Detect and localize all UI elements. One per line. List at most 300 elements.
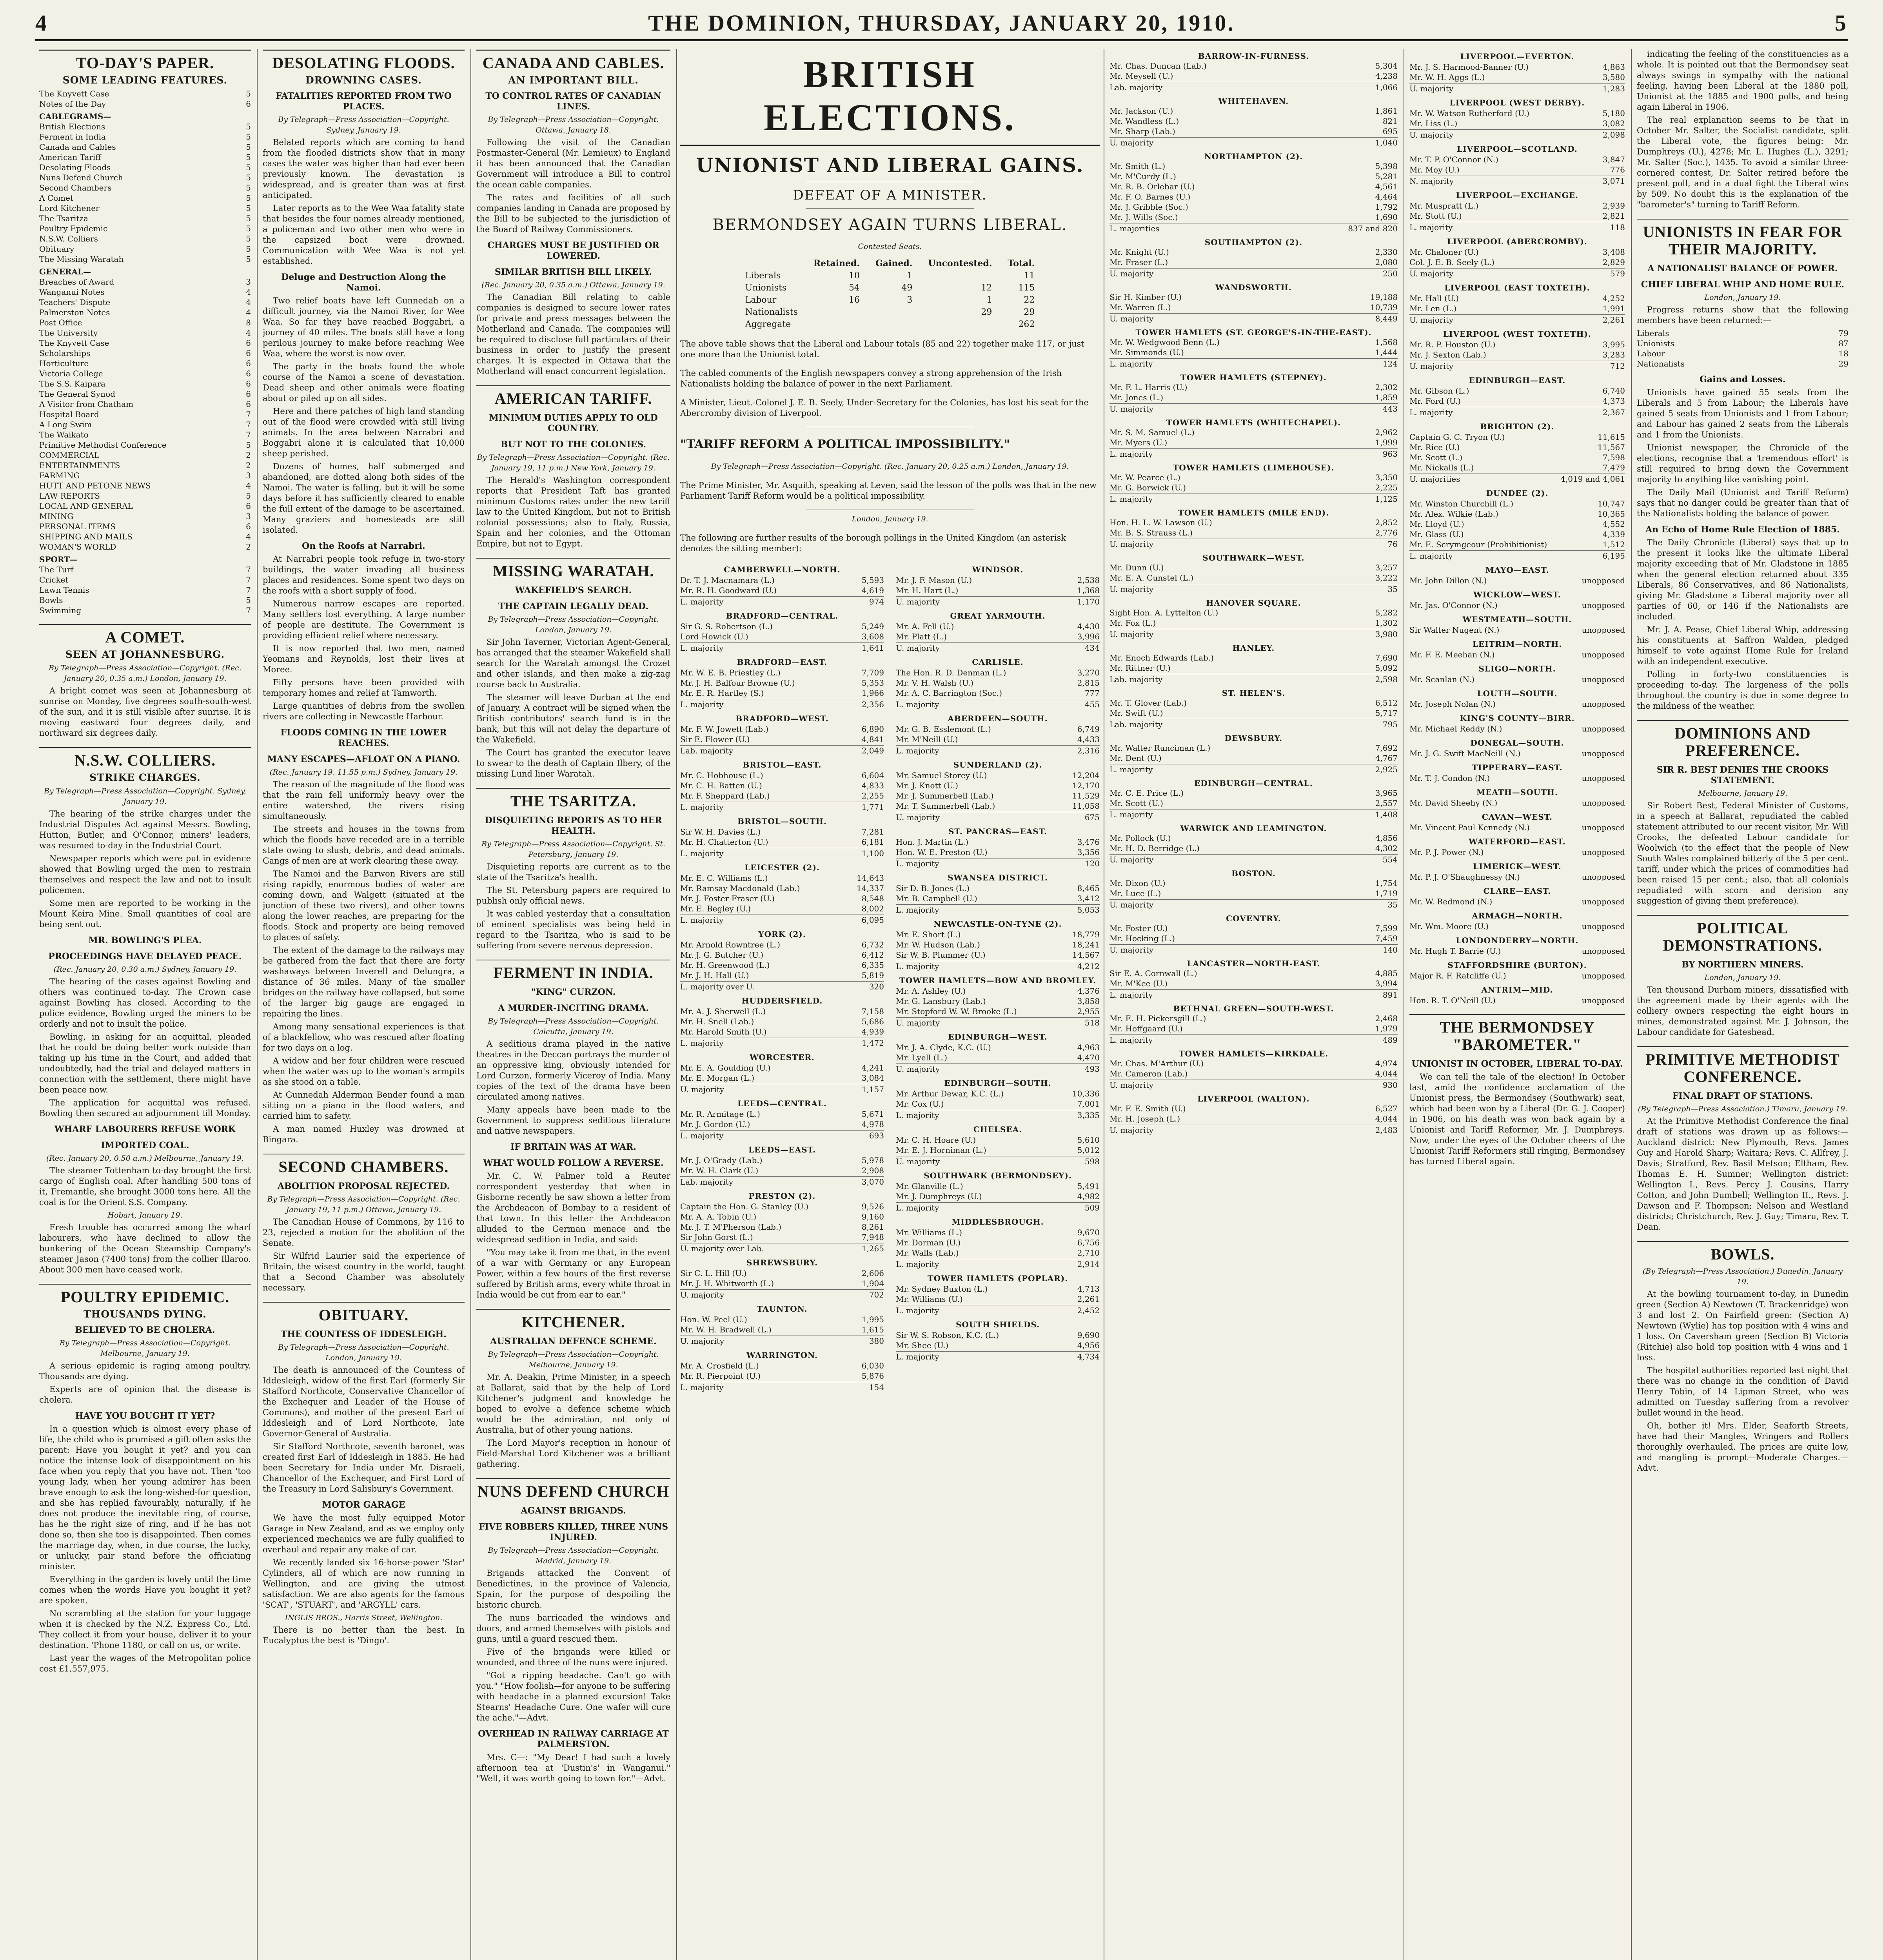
candidate-name: Mr. Simmonds (U.) <box>1109 348 1184 357</box>
lower-headline: FLOODS COMING IN THE LOWER REACHES. <box>280 728 447 748</box>
barometer-subhead: UNIONIST IN OCTOBER, LIBERAL TO-DAY. <box>1411 1059 1623 1069</box>
majority-line <box>1409 550 1625 561</box>
toc-page: 6 <box>246 501 251 511</box>
majority-value: 963 <box>1382 449 1398 459</box>
toc-row <box>39 183 251 193</box>
constituency-name: CLARE—EAST. <box>1483 886 1551 896</box>
election-result <box>1109 779 1398 820</box>
bowling-dateline: (Rec. January 20, 0.30 a.m.) Sydney, January 19. <box>53 965 237 974</box>
tariff-impossibility-body: The Prime Minister, Mr. Asquith, speaking at Leven, said the lesson of the polls was that in the new Parliament Tariff Reform would be a political impossibility. <box>680 481 1097 501</box>
candidate-votes: 5,249 <box>861 622 884 631</box>
candidate-line <box>896 996 1100 1006</box>
candidate-votes: 5,978 <box>861 1156 884 1165</box>
column-3 <box>476 49 670 1960</box>
majority-label: L. majority <box>680 1383 724 1392</box>
candidate-line <box>896 1248 1100 1258</box>
candidate-votes: unopposed <box>1582 946 1625 956</box>
majority-line <box>1409 474 1625 484</box>
candidate-votes: unopposed <box>1582 897 1625 906</box>
candidate-votes: 18,779 <box>1072 930 1100 939</box>
election-result <box>1409 837 1625 857</box>
candidate-line <box>1409 822 1625 833</box>
candidate-line <box>680 1222 884 1232</box>
candidate-name: Mr. Dunn (U.) <box>1109 563 1164 572</box>
candidate-line <box>896 734 1100 744</box>
candidate-votes: 3,994 <box>1375 979 1398 988</box>
obituary-headline: OBITUARY. <box>263 1302 465 1324</box>
candidate-votes: 5,092 <box>1375 663 1398 673</box>
election-result <box>1109 508 1398 549</box>
majority-value: 675 <box>1084 813 1100 822</box>
candidate-votes: 5,686 <box>861 1017 884 1026</box>
toc-label: The Knyvett Case <box>39 338 109 348</box>
majority-value: 2,598 <box>1375 675 1398 684</box>
toc-row <box>39 554 251 564</box>
candidate-line <box>1409 798 1625 808</box>
candidate-name: Mr. A. Fell (U.) <box>896 622 954 631</box>
column-rule <box>470 49 471 1960</box>
toc-page: 6 <box>246 99 251 109</box>
majority-line <box>896 858 1100 869</box>
dominions-headline: DOMINIONS AND PREFERENCE. <box>1637 720 1848 759</box>
constituency-name: BOSTON. <box>1231 869 1276 878</box>
candidate-name: Col. J. E. B. Seely (L.) <box>1409 258 1495 267</box>
majority-line <box>896 1063 1100 1074</box>
waratah-body: The steamer will leave Durban at the end of January. A contract will be signed when the British contributors' search fund is in the bank, but this will not delay the departure of the Wakefield. <box>476 693 670 744</box>
candidate-line <box>896 1330 1100 1340</box>
majority-label: L. majority <box>1409 408 1453 417</box>
constituency-name: TAUNTON. <box>757 1304 808 1314</box>
results-list-left <box>680 562 884 1396</box>
table-cell: 1 <box>907 271 913 281</box>
toc-label: Nuns Defend Church <box>39 173 123 182</box>
constituency-name: HANLEY. <box>1232 643 1275 653</box>
candidate-name: Mr. J. Gribble (Soc.) <box>1109 202 1188 212</box>
candidate-line <box>1109 698 1398 708</box>
candidate-line <box>1109 1058 1398 1069</box>
candidate-votes: 5,876 <box>861 1371 884 1381</box>
candidate-name: Mr. J. A. Clyde, K.C. (U.) <box>896 1043 991 1052</box>
candidate-line <box>896 1089 1100 1099</box>
table-cell: Aggregate <box>745 319 791 329</box>
party-return-row <box>1637 348 1848 359</box>
waratah-subhead: WAKEFIELD'S SEARCH. <box>515 585 632 595</box>
majority-line <box>1109 719 1398 730</box>
toc-label: A Comet <box>39 193 73 203</box>
candidate-name: Mr. Stopford W. W. Brooke (L.) <box>896 1007 1017 1016</box>
candidate-votes: 695 <box>1382 127 1398 136</box>
candidate-votes: 3,580 <box>1602 73 1625 82</box>
toc-row <box>39 223 251 234</box>
majority-line <box>896 745 1100 756</box>
toc-page: 7 <box>246 410 251 419</box>
toc-row <box>39 99 251 109</box>
candidate-line <box>1409 519 1625 529</box>
toc-row <box>39 368 251 379</box>
toc-page: 7 <box>246 575 251 584</box>
candidate-votes: 11,615 <box>1598 432 1625 442</box>
majority-line <box>896 642 1100 653</box>
majority-label: L. majority <box>896 859 939 868</box>
toc-title: TO-DAY'S PAPER. <box>39 49 251 72</box>
candidate-votes: 4,044 <box>1375 1114 1398 1123</box>
toc-label: Lord Kitchener <box>39 203 100 213</box>
candidate-votes: 7,001 <box>1077 1099 1100 1109</box>
candidate-votes: 1,995 <box>861 1315 884 1324</box>
majority-line <box>680 848 884 858</box>
election-result <box>680 1258 884 1300</box>
election-result <box>896 1171 1100 1213</box>
constituency-name: WICKLOW—WEST. <box>1473 590 1561 599</box>
majority-value: 443 <box>1382 404 1398 414</box>
party-name: Liberals <box>1637 328 1669 338</box>
candidate-votes: 3,995 <box>1602 340 1625 349</box>
roofs-body: Numerous narrow escapes are reported. Many settlers lost everything. A large number of people are destitute. The Government is providing efficient relief where necessary. <box>263 599 465 640</box>
candidate-line <box>1109 472 1398 483</box>
majority-label: Lab. majority <box>1109 675 1163 684</box>
constituency-name: TOWER HAMLETS—KIRKDALE. <box>1178 1049 1329 1058</box>
majority-line <box>680 802 884 812</box>
candidate-name: Mr. E. C. Williams (L.) <box>680 873 768 883</box>
candidate-votes: 2,962 <box>1375 428 1398 437</box>
canada-subhead: TO CONTROL RATES OF CANADIAN LINES. <box>485 91 661 112</box>
candidate-line <box>896 1284 1100 1294</box>
election-result <box>1109 418 1398 459</box>
candidate-votes: 4,974 <box>1375 1059 1398 1068</box>
majority-value: 2,914 <box>1077 1259 1100 1269</box>
majority-value: 35 <box>1387 900 1398 909</box>
candidate-name: Mr. Gibson (L.) <box>1409 386 1469 396</box>
lower-body: A man named Huxley was drowned at Bingara. <box>263 1124 465 1144</box>
election-result <box>1409 713 1625 734</box>
candidate-line <box>1409 674 1625 684</box>
majority-label: U. majority <box>1109 630 1154 639</box>
canada-dateline: By Telegraph—Press Association—Copyright. Ottawa, January 18. <box>488 115 659 134</box>
candidate-votes: 4,252 <box>1602 294 1625 303</box>
candidate-name: Mr. T. Glover (Lab.) <box>1109 698 1187 708</box>
toc-label: The Knyvett Case <box>39 89 109 98</box>
election-result <box>1109 824 1398 865</box>
toc-row <box>39 501 251 511</box>
majority-line <box>1409 83 1625 94</box>
toc-row <box>39 213 251 223</box>
candidate-votes: 2,255 <box>861 791 884 800</box>
candidate-name: Mr. Pollock (U.) <box>1109 833 1171 843</box>
toc-page: 7 <box>246 565 251 574</box>
majority-label: U. majority over Lab. <box>680 1244 764 1253</box>
election-result <box>1409 614 1625 635</box>
candidate-line <box>1409 257 1625 267</box>
majority-label: U. majority <box>896 1064 940 1074</box>
candidate-line <box>680 1109 884 1119</box>
candidate-line <box>1409 699 1625 709</box>
candidate-line <box>680 883 884 893</box>
candidate-name: Mr. J. Gordon (U.) <box>680 1120 750 1129</box>
candidate-name: Mr. Hugh T. Barrie (U.) <box>1409 946 1501 956</box>
bowling-headline: MR. BOWLING'S PLEA. <box>88 935 202 946</box>
waratah-headline: MISSING WARATAH. <box>476 558 670 580</box>
constituency-name: TOWER HAMLETS (ST. GEORGE'S-IN-THE-EAST). <box>1135 328 1372 337</box>
toc-page: 2 <box>246 542 251 552</box>
constituency-name: WARWICK AND LEAMINGTON. <box>1180 824 1327 833</box>
majority-value: 2,316 <box>1077 746 1100 755</box>
comet-subhead: SEEN AT JOHANNESBURG. <box>65 649 225 660</box>
comet-dateline: By Telegraph—Press Association—Copyright. (Rec. January 20, 0.35 a.m.) London, January 19. <box>48 664 242 683</box>
toc-row <box>39 193 251 203</box>
candidate-name: Mr. J. Wills (Soc.) <box>1109 212 1178 222</box>
poultry-dateline: By Telegraph—Press Association—Copyright. Melbourne, January 19. <box>59 1339 231 1358</box>
majority-line <box>1109 809 1398 820</box>
obituary-dateline: By Telegraph—Press Association—Copyright. London, January 19. <box>278 1343 449 1362</box>
masthead-page-left: 4 <box>35 10 48 36</box>
candidate-line <box>1409 350 1625 360</box>
candidate-votes: 5,717 <box>1375 708 1398 718</box>
candidate-line <box>896 621 1100 632</box>
majority-value: 1,641 <box>861 643 884 653</box>
majority-value: 118 <box>1610 223 1625 232</box>
candidate-votes: 6,412 <box>861 950 884 960</box>
candidate-votes: 6,335 <box>861 960 884 970</box>
candidate-votes: 4,863 <box>1602 62 1625 72</box>
majority-label: U. majority <box>1409 315 1454 325</box>
roofs-body: It is now reported that two men, named Yeomans and Reynolds, lost their lives at Moree. <box>263 644 465 674</box>
candidate-votes: 3,082 <box>1602 119 1625 128</box>
candidate-votes: 1,719 <box>1375 889 1398 898</box>
constituency-name: ANTRIM—MID. <box>1481 985 1553 995</box>
candidate-votes: 19,188 <box>1370 292 1398 302</box>
constituency-name: BRADFORD—WEST. <box>735 714 829 723</box>
table-row <box>737 294 1043 306</box>
toc-row <box>39 564 251 575</box>
canada-subhead: AN IMPORTANT BILL. <box>508 74 639 86</box>
candidate-line <box>896 986 1100 996</box>
table-cell: 54 <box>848 283 860 293</box>
candidate-line <box>680 621 884 632</box>
candidate-name: Hon. W. Peel (U.) <box>680 1315 747 1324</box>
kitchener-body: The Lord Mayor's reception in honour of Field-Marshal Lord Kitchener was a brilliant gathering. <box>476 1438 670 1469</box>
candidate-votes: unopposed <box>1582 625 1625 635</box>
election-result <box>896 611 1100 653</box>
majority-label: Lab. majority <box>1109 720 1163 729</box>
majority-label: L. majorities <box>1109 224 1160 233</box>
majority-line <box>1109 448 1398 459</box>
constituency-name: SWANSEA DISTRICT. <box>948 873 1048 882</box>
candidate-votes: 4,433 <box>1077 735 1100 744</box>
candidate-name: Mr. John Dillon (N.) <box>1409 576 1487 585</box>
waratah-body: The Court has granted the executor leave to swear to the death of Captain Ilbery, of the missing Lund liner Waratah. <box>476 748 670 779</box>
candidate-name: Mr. Hall (U.) <box>1409 294 1459 303</box>
constituency-name: EDINBURGH—SOUTH. <box>944 1078 1051 1088</box>
wharf-dateline: (Rec. January 20, 0.50 a.m.) Melbourne, January 19. <box>46 1154 244 1163</box>
candidate-votes: 2,710 <box>1077 1248 1100 1258</box>
table-cell: 262 <box>1018 319 1035 329</box>
party-seats: 29 <box>1838 359 1848 368</box>
ad-body: In a question which is almost every phase of life, the child who is promised a gift often asks the parent: Have you bought it yet? and you can notice the intense look of disappointment on his face when you reply that you have not. Then 'too young lady, when her young admirer has been brave enough to ask the long-wished-for question, and she has replied favourably, naturally, if he does not produce the inevitable ring, of course, has he the right size of ring, and if he has not done so, then she too is disappointed. Then comes the marriage day, when, in due course, the lucky, or unlucky, pair stand before the officiating minister. <box>39 1424 251 1571</box>
candidate-name: Mr. Luce (L.) <box>1109 889 1161 898</box>
candidate-line <box>1109 663 1398 673</box>
majority-label: U. majority <box>1109 1125 1154 1135</box>
majority-line <box>1409 314 1625 325</box>
election-result <box>896 760 1100 822</box>
election-result <box>1409 421 1625 484</box>
candidate-line <box>680 1371 884 1381</box>
candidate-votes: 4,470 <box>1077 1053 1100 1062</box>
candidate-line <box>680 893 884 904</box>
column-1 <box>39 49 251 1960</box>
candidate-votes: unopposed <box>1582 798 1625 808</box>
charges-body: The Canadian Bill relating to cable companies is designed to secure lower rates for private and press messages between the Motherland and Canada. The companies will be required to disclose full particulars of their business in order to justify the present charges. It is expected in Ottawa that the Motherland will enact concurrent legislation. <box>476 292 670 376</box>
toc-label: Lawn Tennis <box>39 585 89 595</box>
candidate-line <box>1109 753 1398 763</box>
candidate-votes: 2,815 <box>1077 678 1100 688</box>
tsaritza-dateline: By Telegraph—Press Association—Copyright. St. Petersburg, January 19. <box>481 840 666 859</box>
candidate-votes: 1,368 <box>1077 586 1100 595</box>
pmc-dateline: (By Telegraph—Press Association.) Timaru, January 19. <box>1638 1105 1848 1113</box>
echo-body: The Daily Chronicle (Liberal) says that up to the present it looks like the ultimate Liberal majority exceeding that of Mr. Gladstone in 1885 when the general election returned about 335 Liberals, 86 Conservatives, and 86 Nationalists, giving Mr. Gladstone a Liberal majority over all parties of 60, or 146 if the Nationalists are included. <box>1637 538 1848 621</box>
constituency-name: SLIGO—NORTH. <box>1478 664 1556 673</box>
candidate-line <box>680 940 884 950</box>
tariff-impossibility-headline: "TARIFF REFORM A POLITICAL IMPOSSIBILITY." <box>680 437 1010 451</box>
election-result <box>1109 463 1398 504</box>
results-list-mid <box>896 562 1100 1396</box>
majority-line <box>1109 674 1398 684</box>
table-header-row <box>737 258 1043 270</box>
toc-label: Notes of the Day <box>39 99 106 109</box>
deluge-body: Dozens of homes, half submerged and abandoned, are dotted along both sides of the Namoi. The water is falling, but it will be some days before it has sufficiently cleared to enable the full extent of the damage to be ascertained. Many graziers and homesteads are still isolated. <box>263 462 465 535</box>
candidate-line <box>1109 347 1398 358</box>
party-return-row <box>1637 338 1848 348</box>
poultry-body: A serious epidemic is raging among poultry. Thousands are dying. <box>39 1361 251 1381</box>
candidate-line <box>1409 165 1625 175</box>
candidate-votes: unopposed <box>1582 872 1625 882</box>
election-result <box>1409 190 1625 232</box>
toc-label: Cricket <box>39 575 69 584</box>
candidate-votes: 5,491 <box>1077 1181 1100 1191</box>
election-result <box>1109 1049 1398 1090</box>
candidate-name: Dr. T. J. Macnamara (L.) <box>680 575 775 585</box>
toc-page: 5 <box>246 254 251 264</box>
candidate-name: Mr. Arthur Dewar, K.C. (L.) <box>896 1089 1004 1098</box>
majority-value: 35 <box>1387 584 1398 594</box>
toc-row <box>39 89 251 99</box>
candidate-name: Sir C. L. Hill (U.) <box>680 1269 747 1278</box>
majority-label: L. majority <box>1409 551 1453 561</box>
poultry-headline: POULTRY EPIDEMIC. <box>39 1284 251 1306</box>
india-dateline: By Telegraph—Press Association—Copyright. Calcutta, January 19. <box>488 1017 659 1036</box>
constituency-name: WHITEHAVEN. <box>1218 96 1289 106</box>
candidate-votes: 1,999 <box>1375 438 1398 447</box>
candidate-votes: 4,856 <box>1375 833 1398 843</box>
candidate-name: Mr. J. S. Harmood-Banner (U.) <box>1409 62 1529 72</box>
election-result <box>680 1052 884 1094</box>
table-header-cell: Retained. <box>813 258 860 269</box>
toc-row <box>39 532 251 542</box>
candidate-line <box>896 1135 1100 1145</box>
candidate-name: Mr. F. E. Smith (U.) <box>1109 1104 1186 1113</box>
candidate-line <box>1109 202 1398 212</box>
majority-value: 1,265 <box>861 1244 884 1253</box>
majority-value: 4,212 <box>1077 962 1100 971</box>
candidate-name: Mr. W. Pearce (L.) <box>1109 473 1180 482</box>
candidate-name: Mr. Platt (L.) <box>896 632 947 641</box>
party-return-row <box>1637 359 1848 369</box>
candidate-votes: 7,599 <box>1375 924 1398 933</box>
candidate-votes: 5,398 <box>1375 162 1398 171</box>
table-header-cell: Total. <box>1008 258 1035 269</box>
candidate-votes: 7,709 <box>861 668 884 677</box>
candidate-line <box>680 1268 884 1278</box>
candidate-name: Mr. W. H. Clark (U.) <box>680 1166 759 1175</box>
nuns-subhead: FIVE ROBBERS KILLED, THREE NUNS INJURED. <box>478 1522 668 1543</box>
toc-row <box>39 595 251 605</box>
toc-row <box>39 111 251 122</box>
candidate-name: Mr. M'Neill (U.) <box>896 735 958 744</box>
toc-row <box>39 419 251 430</box>
toc-page: 5 <box>246 163 251 172</box>
candidate-name: Mr. J. H. Hall (U.) <box>680 971 749 980</box>
constituency-name: STAFFORDSHIRE (BURTON). <box>1447 960 1587 970</box>
candidate-name: Mr. F. O. Barnes (U.) <box>1109 192 1191 201</box>
candidate-line <box>896 1340 1100 1350</box>
candidate-line <box>1109 708 1398 718</box>
majority-label: L. majority <box>680 1131 724 1140</box>
waratah-subhead: THE CAPTAIN LEGALLY DEAD. <box>498 601 648 612</box>
candidate-votes: 8,261 <box>861 1222 884 1232</box>
floods-dateline: By Telegraph—Press Association—Copyright. Sydney, January 19. <box>278 115 449 134</box>
candidate-name: Mr. H. Hart (L.) <box>896 586 959 595</box>
toc-label: Palmerston Notes <box>39 308 110 317</box>
candidate-line <box>1109 302 1398 312</box>
majority-line <box>1109 358 1398 369</box>
election-result <box>1109 373 1398 414</box>
candidate-votes: 5,281 <box>1375 172 1398 181</box>
candidate-line <box>1409 118 1625 129</box>
candidate-name: Mr. R. B. Orlebar (U.) <box>1109 182 1195 191</box>
candidate-name: Mr. A. Crosfield (L.) <box>680 1361 759 1370</box>
elections-subhead: UNIONIST AND LIBERAL GAINS. <box>696 154 1084 177</box>
candidate-name: Mr. S. M. Samuel (L.) <box>1109 428 1195 437</box>
candidate-votes: 1,979 <box>1375 1024 1398 1033</box>
candidate-votes: 1,861 <box>1375 106 1398 116</box>
obituary-body: Sir Stafford Northcote, seventh baronet, was created first Earl of Iddesleigh in 1885. He had been Secretary for India under Mr. Disraeli, Chancellor of the Exchequer, and First Lord of the Treasury in Lord Salisbury's Government. <box>263 1442 465 1494</box>
poultry-subhead: BELIEVED TO BE CHOLERA. <box>75 1325 215 1335</box>
chambers-body: Sir Wilfrid Laurier said the experience of Britain, the wisest country in the world, taught that a Second Chamber was absolutely necessary. <box>263 1251 465 1292</box>
candidate-line <box>1409 463 1625 473</box>
candidate-line <box>896 883 1100 893</box>
floods-headline: DESOLATING FLOODS. <box>263 49 465 72</box>
election-result <box>680 862 884 925</box>
election-result <box>1109 643 1398 684</box>
majority-line <box>1109 137 1398 148</box>
bowls-dateline: (By Telegraph—Press Association.) Dunedin, January 19. <box>1642 1267 1843 1286</box>
election-result <box>680 1098 884 1141</box>
candidate-votes: 6,181 <box>861 837 884 847</box>
candidate-line <box>1109 1103 1398 1114</box>
toc-page: 5 <box>246 183 251 192</box>
candidate-votes: 7,948 <box>861 1232 884 1242</box>
election-result <box>1109 869 1398 910</box>
majority-value: 320 <box>869 982 884 991</box>
candidate-votes: 8,002 <box>861 904 884 913</box>
candidate-votes: 4,767 <box>1375 753 1398 763</box>
toc-row <box>39 348 251 358</box>
constituency-name: LEICESTER (2). <box>744 863 820 872</box>
candidate-name: Mr. Meysell (U.) <box>1109 71 1173 81</box>
majority-label: U. majority <box>1109 138 1154 147</box>
candidate-name: Mr. Jones (L.) <box>1109 393 1164 402</box>
candidate-name: Mr. Chas. M'Arthur (U.) <box>1109 1059 1204 1068</box>
table-cell: Nationalists <box>745 307 798 317</box>
